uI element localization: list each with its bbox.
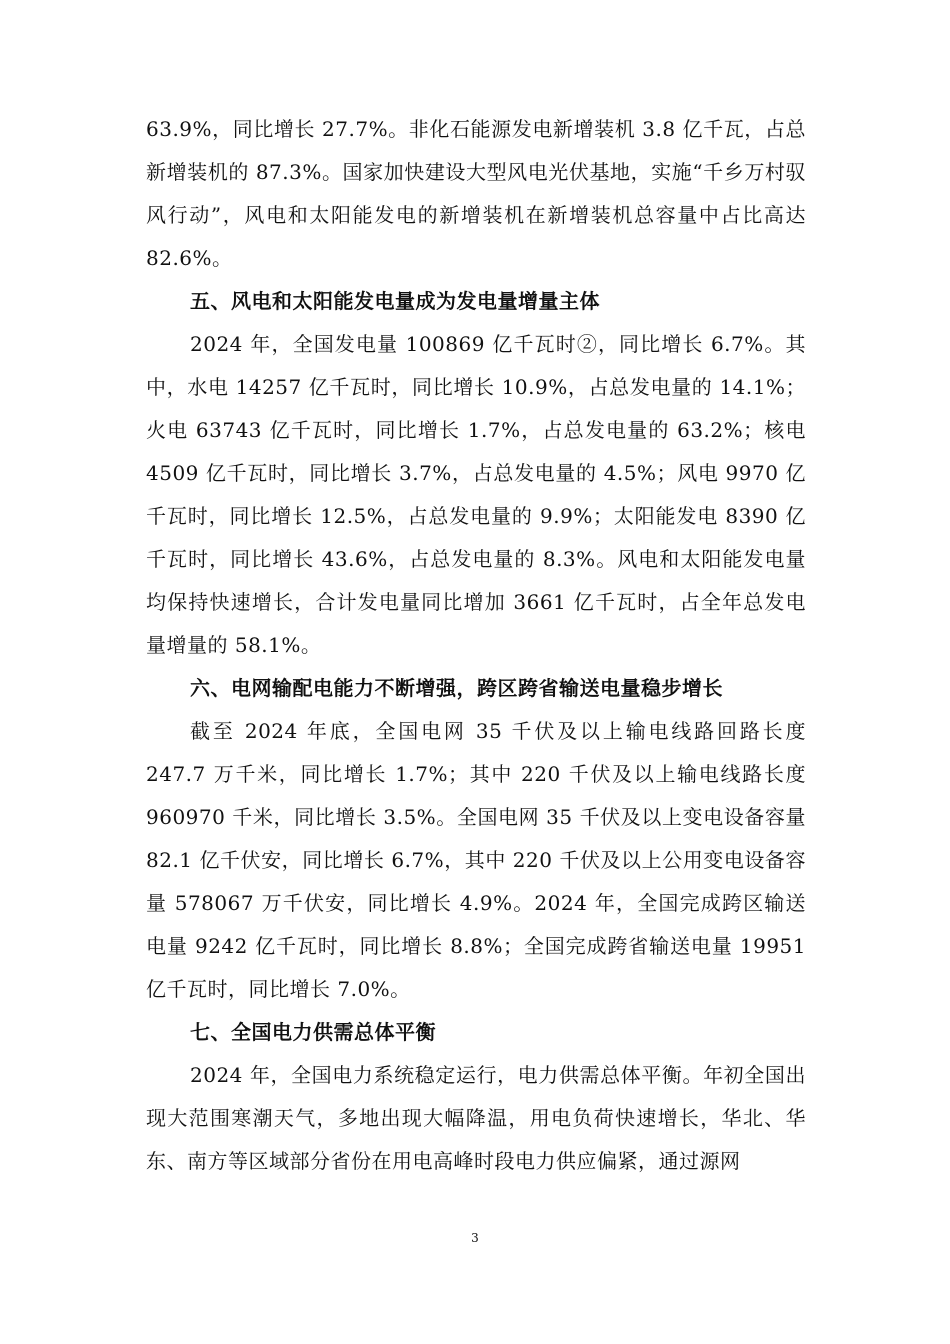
paragraph-grid-transmission: 截至 2024 年底，全国电网 35 千伏及以上输电线路回路长度 247.7 万千米，同比增长 1.7%；其中 220 千伏及以上输电线路长度 960970 千米，同比增长 3.5%。全国电网 35 千伏及以上变电设备容量 82.1 亿千伏安，同比增长 6.7%，其中 220 千伏及以上公用变电设备容量 578067 万千伏安，同比增长 4.9%。2024 年，全国完成跨区输送电量 9242 亿千瓦时，同比增长 8.8%；全国完成跨省输送电量 19951 亿千瓦时，同比增长 7.0%。 [146,719,806,1001]
section-heading-5: 五、风电和太阳能发电量成为发电量增量主体 [190,289,600,313]
paragraph-generation: 2024 年，全国发电量 100869 亿千瓦时②，同比增长 6.7%。其中，水电 14257 亿千瓦时，同比增长 10.9%，占总发电量的 14.1%；火电 63743 亿千瓦时，同比增长 1.7%，占总发电量的 63.2%；核电 4509 亿千瓦时，同比增长 3.7%，占总发电量的 4.5%；风电 9970 亿千瓦时，同比增长 12.5%，占总发电量的 9.9%；太阳能发电 8390 亿千瓦时，同比增长 43.6%，占总发电量的 8.3%。风电和太阳能发电量均保持快速增长，合计发电量同比增加 3661 亿千瓦时，占全年总发电量增量的 58.1%。 [146,332,806,657]
paragraph-supply-demand: 2024 年，全国电力系统稳定运行，电力供需总体平衡。年初全国出现大范围寒潮天气，多地出现大幅降温，用电负荷快速增长，华北、华东、南方等区域部分省份在用电高峰时段电力供应偏紧，通过源网 [146,1063,806,1173]
section-heading-6: 六、电网输配电能力不断增强，跨区跨省输送电量稳步增长 [190,676,723,700]
document-body [146,108,806,1183]
section-heading-7: 七、全国电力供需总体平衡 [190,1020,436,1044]
page-number: 3 [471,1231,479,1245]
paragraph-installed-capacity: 63.9%，同比增长 27.7%。非化石能源发电新增装机 3.8 亿千瓦，占总新增装机的 87.3%。国家加快建设大型风电光伏基地，实施“千乡万村驭风行动”，风电和太阳能发电的新增装机在新增装机总容量中占比高达 82.6%。 [146,117,806,270]
